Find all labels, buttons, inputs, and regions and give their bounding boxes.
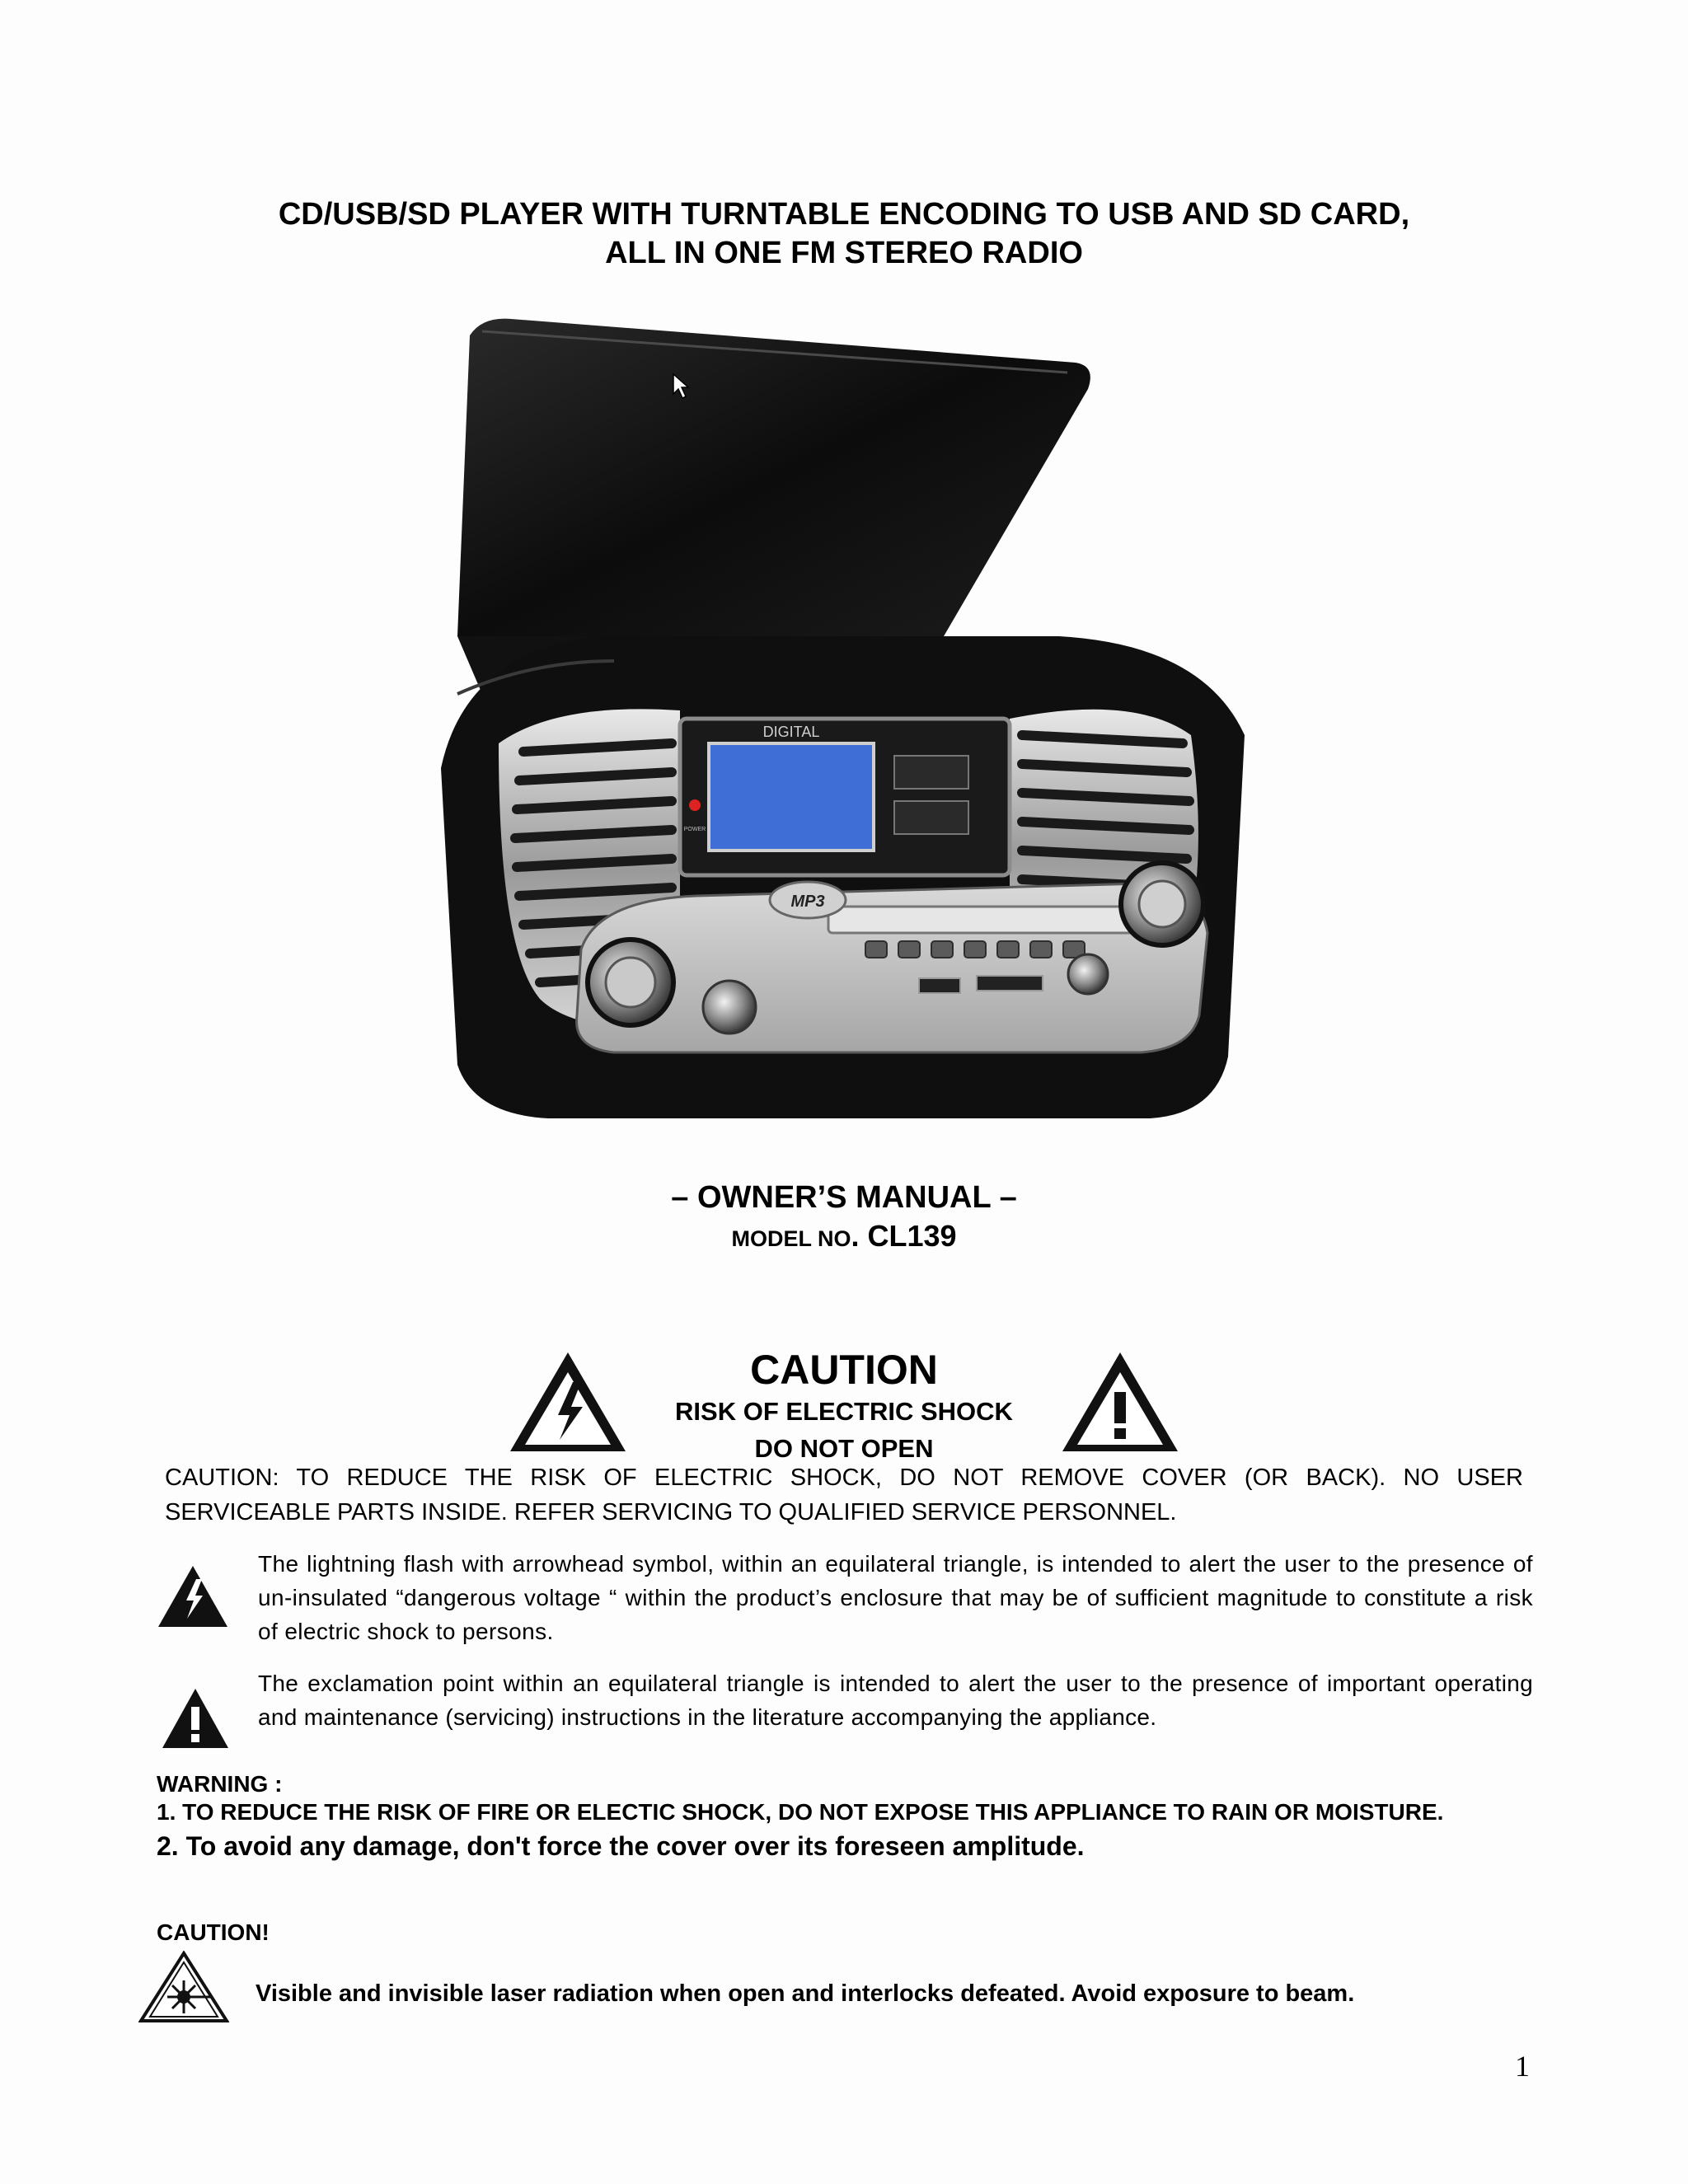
laser-warning-text: Visible and invisible laser radiation when open and interlocks defeated. Avoid exposure to beam.	[256, 1980, 1355, 2007]
caution-title: CAUTION	[750, 1347, 938, 1393]
warning-item-2: 2. To avoid any damage, don't force the cover over its foreseen amplitude.	[157, 1831, 1085, 1861]
warning-label: WARNING :	[157, 1771, 283, 1797]
exclamation-warning-icon	[161, 1687, 230, 1750]
document-title-line-2: ALL IN ONE FM STEREO RADIO	[605, 236, 1083, 270]
model-number-line	[0, 1218, 1688, 1257]
warning-section	[157, 1770, 1541, 1864]
caution-paragraph: CAUTION: TO REDUCE THE RISK OF ELECTRIC SHOCK, DO NOT REMOVE COVER (OR BACK). NO USER SERVICEABLE PARTS INSIDE. REFER SERVICING TO QUALIFIED SERVICE PERSONNEL.	[165, 1465, 1523, 1526]
electric-shock-warning-icon	[157, 1564, 229, 1629]
caution-subtitle-shock: RISK OF ELECTRIC SHOCK	[675, 1397, 1013, 1426]
caution-subtitle-do-not-open: DO NOT OPEN	[754, 1434, 934, 1463]
laser-radiation-warning-icon	[138, 1951, 229, 2023]
lcd-brand-text: DIGITAL	[762, 724, 820, 740]
page-number: 1	[1515, 2050, 1530, 2083]
lightning-symbol-notice: The lightning flash with arrowhead symbol, within an equilateral triangle, is intended to alert the user to the presence of un-insulated “dangerous voltage “ within the product’s enclosure that may be of sufficient magnitude to constitute a risk of electric shock to persons.	[258, 1551, 1533, 1644]
model-dot: .	[851, 1219, 860, 1253]
mp3-badge-text: MP3	[790, 893, 825, 911]
product-photo	[433, 307, 1257, 1164]
power-label-text: POWER	[683, 827, 706, 832]
model-prefix: MODEL NO	[731, 1226, 851, 1251]
exclamation-symbol-notice: The exclamation point within an equilateral triangle is intended to alert the user to the presence of important operating and maintenance (servicing) instructions in the literature accompanying the appliance.	[258, 1671, 1533, 1730]
warning-item-1: 1. TO REDUCE THE RISK OF FIRE OR ELECTIC SHOCK, DO NOT EXPOSE THIS APPLIANCE TO RAIN OR MOISTURE.	[157, 1799, 1444, 1825]
owners-manual-heading: – OWNER’S MANUAL –	[671, 1180, 1017, 1215]
laser-caution-label: CAUTION!	[157, 1919, 270, 1945]
model-number: CL139	[859, 1219, 957, 1253]
document-title-line-1: CD/USB/SD PLAYER WITH TURNTABLE ENCODING TO USB AND SD CARD,	[278, 197, 1410, 232]
